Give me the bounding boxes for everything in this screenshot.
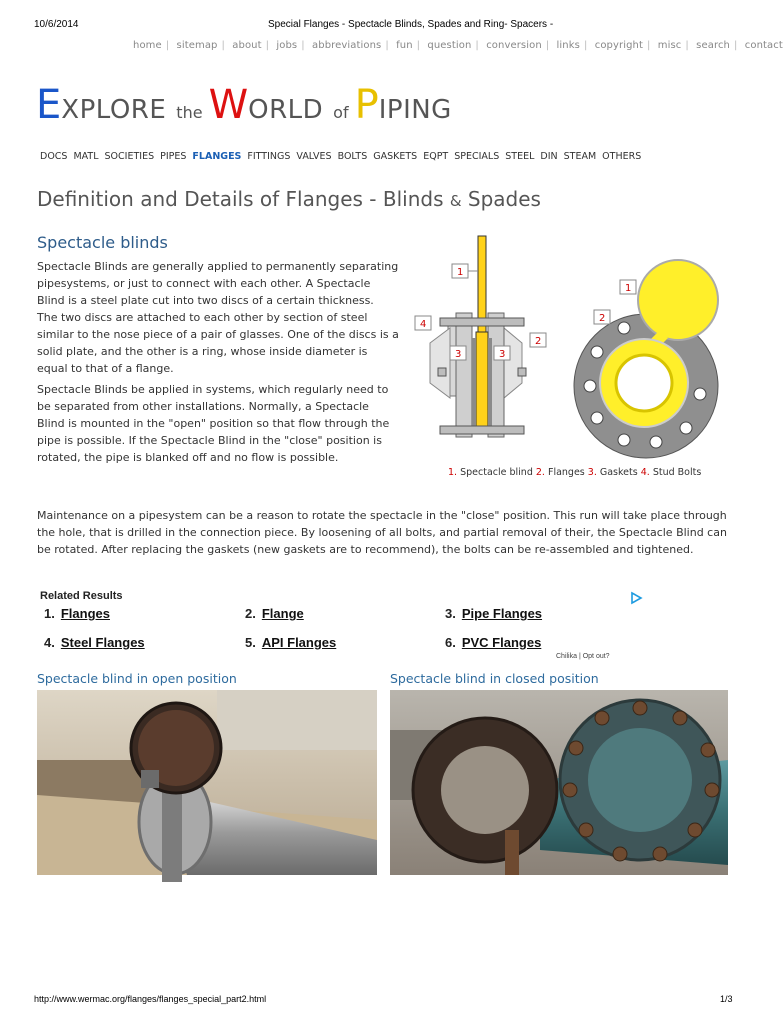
spectacle-ring-bore (616, 355, 672, 411)
related-link-flange[interactable]: Flange (261, 606, 304, 621)
top-nav-question[interactable]: question (427, 40, 472, 51)
related-item-1[interactable] (44, 606, 110, 621)
top-nav-copyright[interactable]: copyright (594, 40, 643, 51)
gasket-right (488, 338, 492, 426)
caption-num-1: 1. (448, 467, 458, 478)
main-nav-gaskets[interactable]: GASKETS (373, 151, 418, 162)
related-num-5: 5. (245, 635, 256, 650)
stud-bolt-bottom (440, 426, 524, 434)
paragraph-4: Maintenance on a pipesystem can be a reason to rotate the spectacle in the "close" position. This run will take place through the hole, that is drilled in the connection piece. By loosening of all bolts, and partial removal of their, the Spectacle Blind can be rotated. After replacing the gaskets (new gaskets are to recommend), the bolts can be re-assembled and tightened. (37, 509, 727, 556)
top-nav-jobs[interactable]: jobs (276, 40, 298, 51)
main-nav-pipes[interactable]: PIPES (160, 151, 187, 162)
left-flange (456, 313, 472, 437)
photo-open-title: Spectacle blind in open position (37, 671, 237, 686)
related-item-6[interactable] (445, 635, 541, 650)
top-nav-links[interactable]: links (556, 40, 580, 51)
top-nav-misc[interactable]: misc (657, 40, 682, 51)
paragraph-2: The two discs are attached to each other by section of steel similar to the nose piece of a pair of glasses. One of the discs is a solid plate, and the other is a ring, whose inside diameter is equal to that of a flange. (37, 311, 399, 375)
main-nav-valves[interactable]: VALVES (296, 151, 332, 162)
related-link-steel-flanges[interactable]: Steel Flanges (60, 635, 145, 650)
top-nav-contact[interactable]: contact (744, 40, 783, 51)
related-item-4[interactable] (44, 635, 145, 650)
nut-left (438, 368, 446, 376)
label-4: 4 (420, 319, 427, 330)
top-nav-about[interactable]: about (232, 40, 262, 51)
main-nav-specials[interactable]: SPECIALS (454, 151, 500, 162)
main-nav-bolts[interactable]: BOLTS (337, 151, 368, 162)
spectacle-blind-diagram (410, 228, 725, 463)
related-item-5[interactable] (245, 635, 336, 650)
main-nav-matl[interactable]: MATL (73, 151, 99, 162)
related-num-2: 2. (245, 606, 256, 621)
print-title: Special Flanges - Spectacle Blinds, Spades and Ring- Spacers - (268, 19, 554, 30)
main-nav-steel[interactable]: STEEL (505, 151, 535, 162)
top-nav-conversion[interactable]: conversion (486, 40, 542, 51)
label-3a: 3 (455, 349, 462, 360)
logo-letter-p: P (354, 82, 379, 128)
site-logo[interactable] (36, 82, 452, 128)
caption-num-2: 2. (535, 467, 545, 478)
paragraph-1: Spectacle Blinds are generally applied to permanently separating pipesystems, or just to connect with each other. A Spectacle Blind is a steel plate cut into two discs of a certain thickness. (37, 260, 399, 307)
top-nav-sitemap[interactable]: sitemap (176, 40, 218, 51)
related-link-api-flanges[interactable]: API Flanges (261, 635, 337, 650)
photo-open-position (37, 690, 377, 875)
footer-url: http://www.wermac.org/flanges/flanges_special_part2.html (34, 994, 267, 1004)
top-nav-fun[interactable]: fun (396, 40, 413, 51)
nut-right (518, 368, 526, 376)
right-pipe (504, 328, 522, 398)
diagram-caption (448, 467, 701, 478)
photo-closed-position (390, 690, 728, 875)
caption-text-4: Stud Bolts (649, 467, 702, 478)
related-link-pvc-flanges[interactable]: PVC Flanges (461, 635, 542, 650)
related-num-3: 3. (445, 606, 456, 621)
label-1-side: 1 (457, 267, 464, 278)
page-title-main: Definition and Details of Flanges - Blinds (37, 187, 450, 211)
top-nav-abbreviations[interactable]: abbreviations (312, 40, 382, 51)
main-nav-steam[interactable]: STEAM (563, 151, 597, 162)
main-nav-fittings[interactable]: FITTINGS (247, 151, 291, 162)
related-num-4: 4. (44, 635, 55, 650)
logo-letter-e: E (36, 82, 62, 128)
main-nav (40, 151, 647, 162)
label-2-side: 2 (535, 336, 542, 347)
main-nav-others[interactable]: OTHERS (602, 151, 642, 162)
main-nav-din[interactable]: DIN (540, 151, 558, 162)
left-pipe (430, 328, 450, 398)
related-item-3[interactable] (445, 606, 542, 621)
paragraph-3: Spectacle Blinds be applied in systems, which regularly need to be separated from other installations. Normally, a Spectacle Blind is mounted in the "open" position so that flow through the pipe is possible. If the Spectacle Blind in the "close" position is rotated, the pipe is blanked off and no flow is possible. (37, 383, 390, 464)
intro-text (37, 258, 399, 470)
page-title-end: Spades (461, 187, 541, 211)
logo-word-orld: ORLD (248, 95, 324, 125)
logo-word-the: the (176, 103, 203, 122)
photo-closed-title: Spectacle blind in closed position (390, 671, 599, 686)
related-link-flanges[interactable]: Flanges (60, 606, 110, 621)
top-nav: home | sitemap | about | jobs | abbreviations | fun | question | conversion | links | copyright | misc | search | contact (133, 40, 783, 51)
ad-options-links[interactable]: Chilika | Opt out? (556, 653, 610, 660)
caption-text-3: Gaskets (596, 467, 641, 478)
related-item-2[interactable] (245, 606, 304, 621)
stud-bolt-top (440, 318, 524, 326)
spectacle-blind-plate (476, 332, 488, 432)
footer-page-number: 1/3 (720, 994, 733, 1004)
main-nav-eqpt[interactable]: EQPT (423, 151, 449, 162)
caption-num-4: 4. (640, 467, 650, 478)
print-date: 10/6/2014 (34, 19, 79, 30)
label-1-front: 1 (625, 283, 632, 294)
top-nav-search[interactable]: search (696, 40, 730, 51)
page-title (37, 187, 541, 211)
top-nav-home[interactable]: home (133, 40, 162, 51)
logo-letter-w: W (208, 82, 249, 128)
logo-word-xplore: XPLORE (61, 95, 167, 125)
main-nav-flanges[interactable]: FLANGES (192, 151, 242, 162)
gasket-left (472, 338, 476, 426)
maintenance-text (37, 507, 727, 562)
spectacle-solid-disc (638, 260, 718, 340)
page-title-ampersand: & (449, 192, 462, 210)
section-title: Spectacle blinds (37, 233, 168, 252)
label-3b: 3 (499, 349, 506, 360)
related-num-6: 6. (445, 635, 456, 650)
logo-word-iping: IPING (378, 95, 452, 125)
related-link-pipe-flanges[interactable]: Pipe Flanges (461, 606, 543, 621)
related-results-title: Related Results (40, 590, 123, 602)
main-nav-societies[interactable]: SOCIETIES (104, 151, 155, 162)
main-nav-docs[interactable]: DOCS (40, 151, 68, 162)
label-2-front: 2 (599, 313, 606, 324)
caption-text-1: Spectacle blind (457, 467, 536, 478)
adchoices-icon[interactable] (630, 592, 642, 604)
caption-num-3: 3. (587, 467, 597, 478)
related-num-1: 1. (44, 606, 55, 621)
caption-text-2: Flanges (544, 467, 588, 478)
logo-word-of: of (333, 103, 349, 122)
